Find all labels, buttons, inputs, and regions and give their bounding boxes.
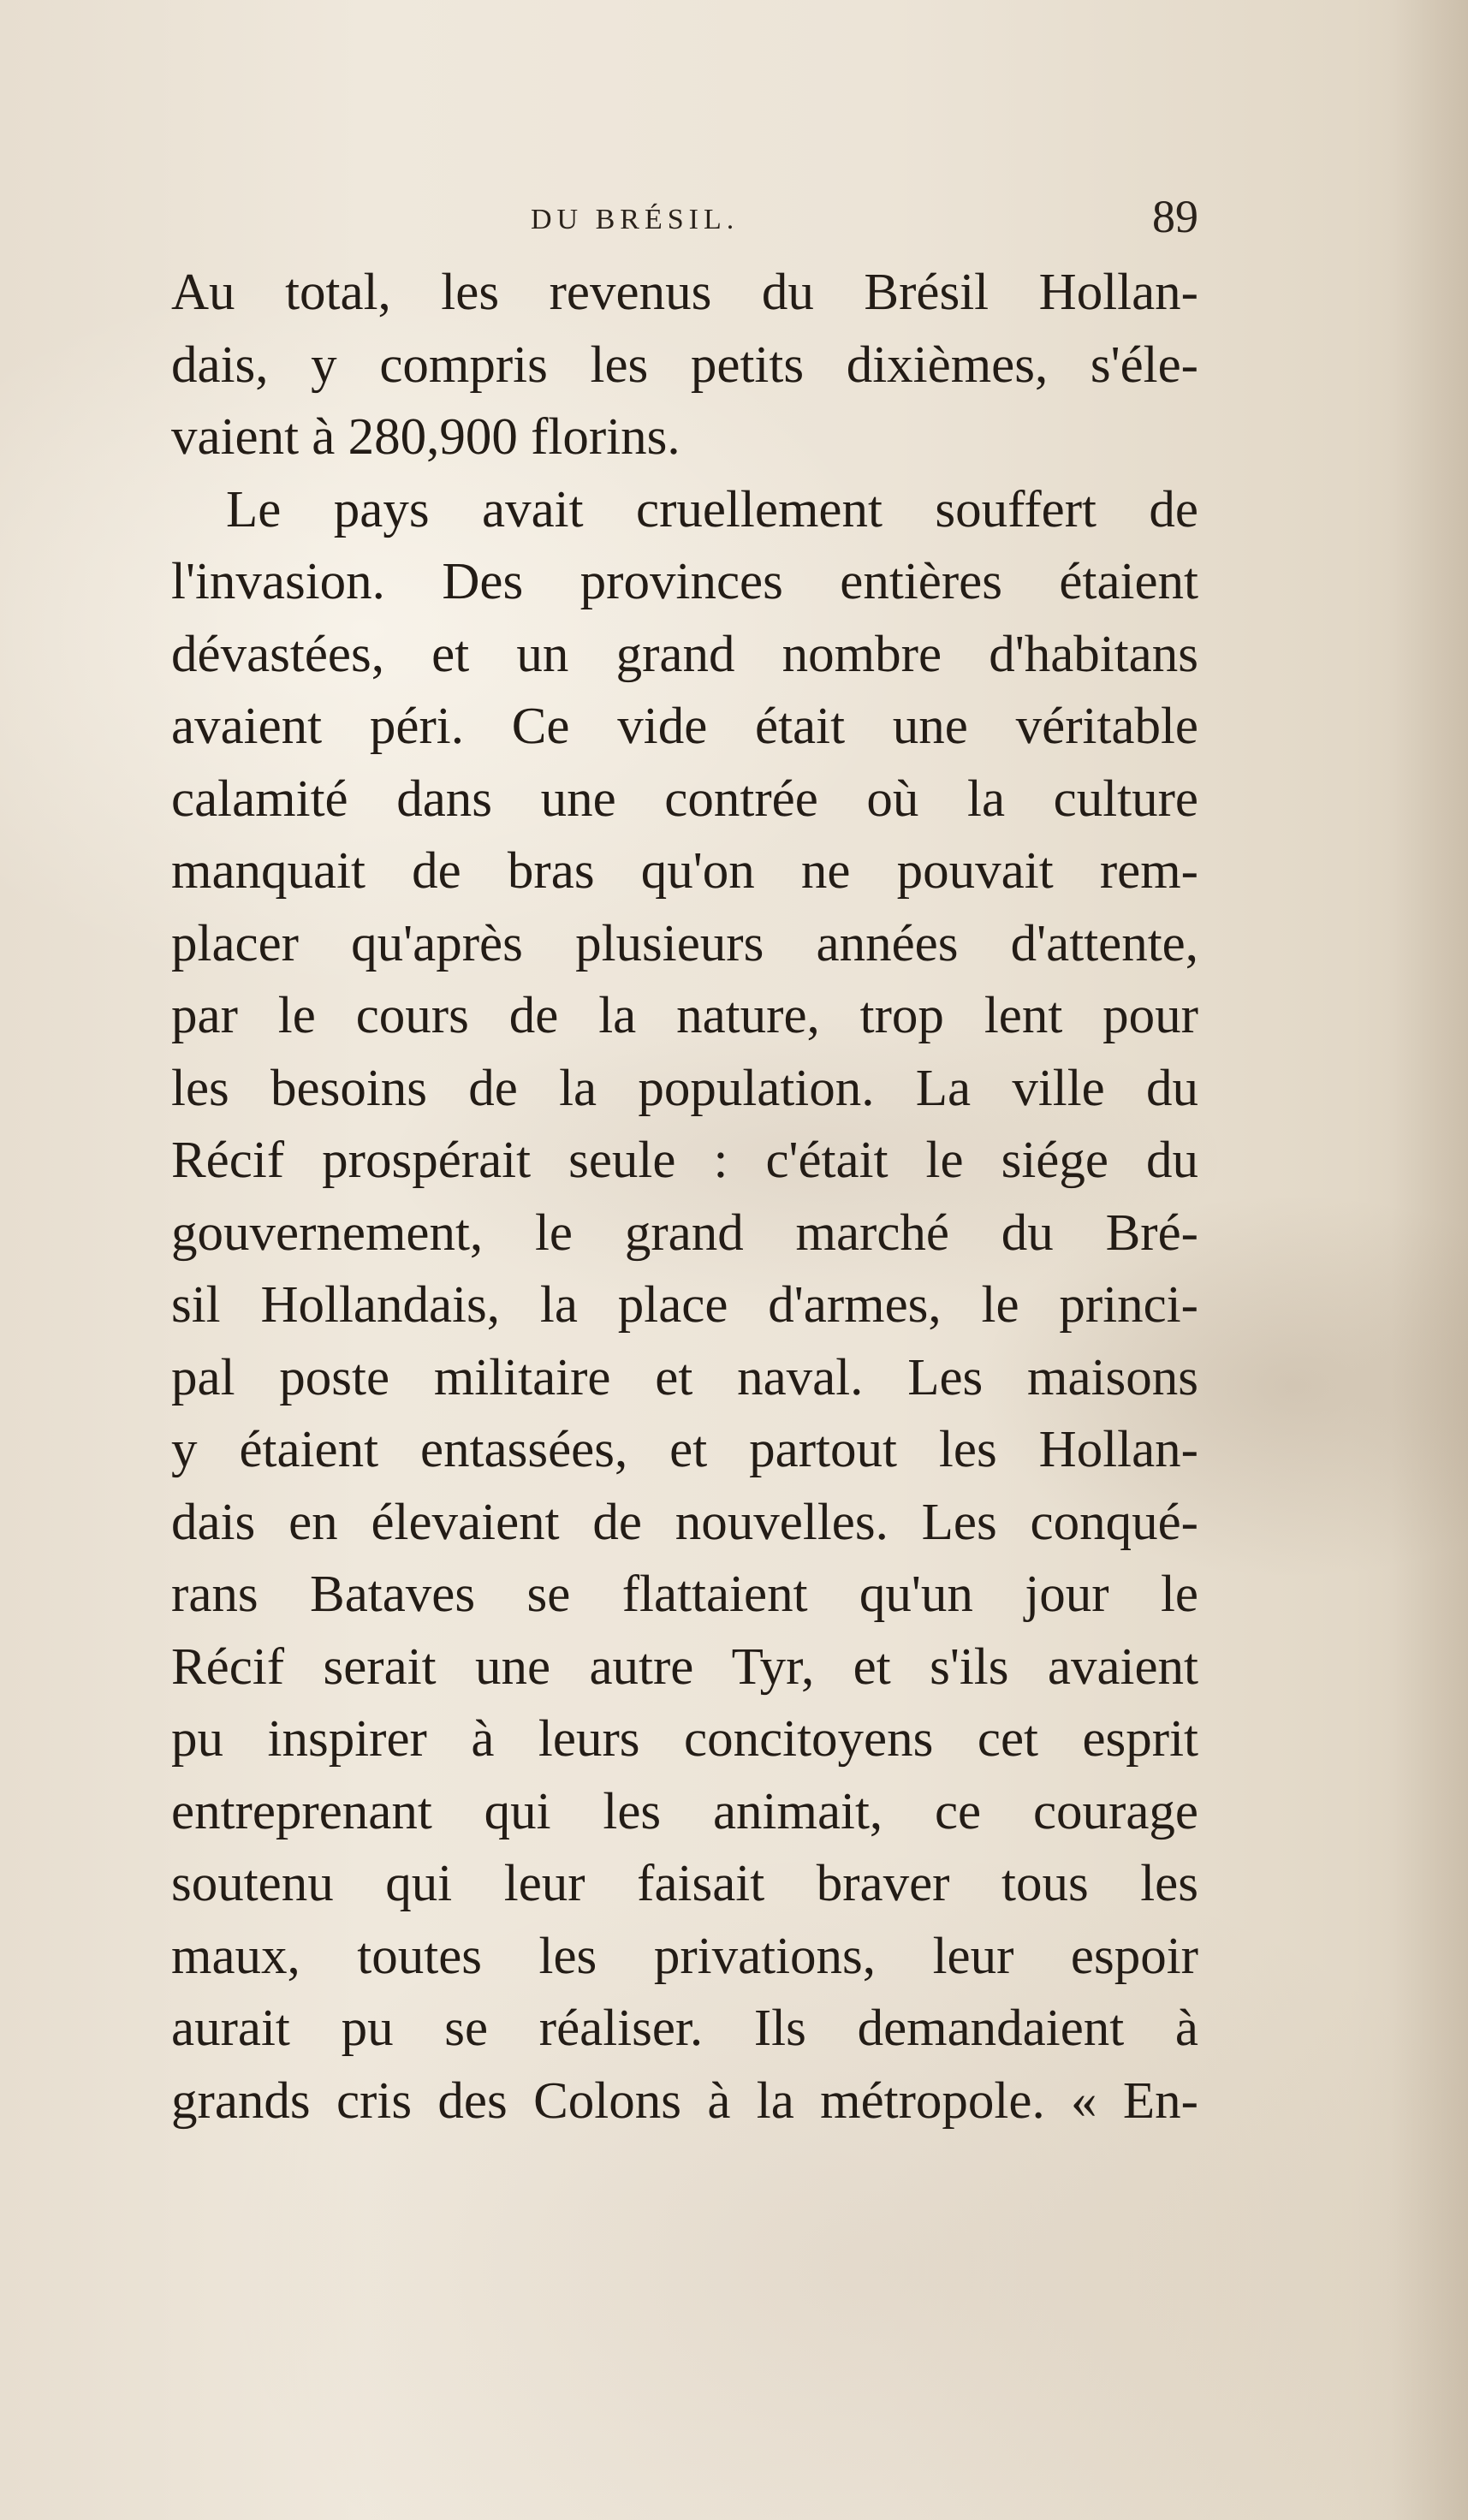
text-line: pal poste militaire et naval. Les maisons: [171, 1348, 1198, 1406]
text-line: Le pays avait cruellement souffert de: [226, 480, 1198, 538]
text-line: y étaient entassées, et partout les Hollan-: [171, 1421, 1198, 1478]
text-line: dévastées, et un grand nombre d'habitans: [171, 625, 1198, 683]
text-line: gouvernement, le grand marché du Bré-: [171, 1204, 1198, 1262]
text-line: grands cris des Colons à la métropole. « En-: [171, 2071, 1198, 2130]
text-line: rans Bataves se flattaient qu'un jour le: [171, 1566, 1198, 1623]
text-line: pu inspirer à leurs concitoyens cet esprit: [171, 1710, 1198, 1768]
text-line: Au total, les revenus du Brésil Hollan-: [171, 264, 1198, 321]
body-text: [171, 257, 1198, 2137]
text-line: dais en élevaient de nouvelles. Les conqué-: [171, 1493, 1198, 1551]
text-line: par le cours de la nature, trop lent pour: [171, 987, 1198, 1044]
text-line: entreprenant qui les animait, ce courage: [171, 1782, 1198, 1840]
text-line: dais, y compris les petits dixièmes, s'éle-: [171, 336, 1198, 394]
text-line: soutenu qui leur faisait braver tous les: [171, 1855, 1198, 1912]
running-head: DU BRÉSIL.: [531, 204, 740, 235]
text-line: vaient à 280,900 florins.: [171, 408, 681, 466]
text-line: aurait pu se réaliser. Ils demandaient à: [171, 2000, 1198, 2057]
text-line: Récif prospérait seule : c'était le siége du: [171, 1132, 1198, 1189]
text-line: placer qu'après plusieurs années d'attente,: [171, 914, 1198, 972]
text-line: calamité dans une contrée où la culture: [171, 770, 1198, 828]
text-line: l'invasion. Des provinces entières étaient: [171, 553, 1198, 610]
text-line: avaient péri. Ce vide était une véritable: [171, 698, 1198, 755]
text-line: Récif serait une autre Tyr, et s'ils avaient: [171, 1637, 1198, 1696]
text-line: les besoins de la population. La ville du: [171, 1059, 1198, 1117]
text-line: maux, toutes les privations, leur espoir: [171, 1927, 1198, 1985]
page-header: [171, 180, 1198, 248]
page-number: 89: [1152, 191, 1198, 242]
page-edge-shadow: [1391, 0, 1468, 2520]
text-line: manquait de bras qu'on ne pouvait rem-: [171, 842, 1198, 900]
text-line: sil Hollandais, la place d'armes, le princi-: [171, 1276, 1198, 1334]
